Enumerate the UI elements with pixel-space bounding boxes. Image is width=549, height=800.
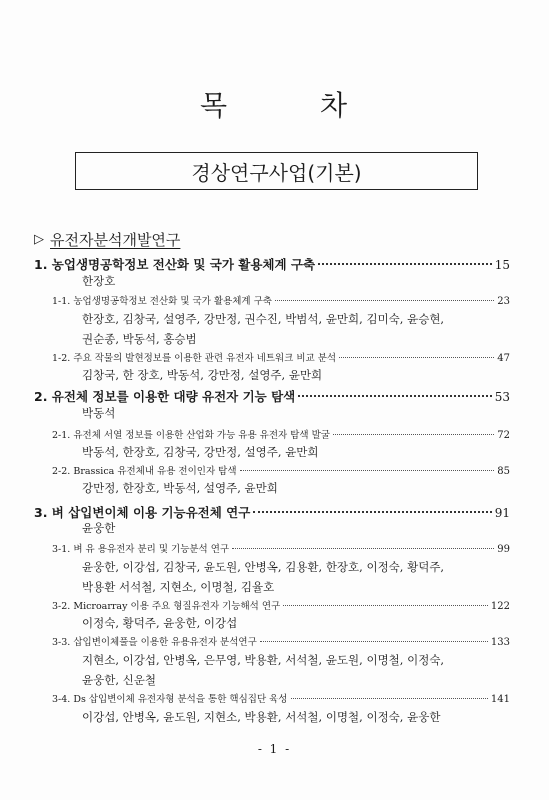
author-line: 한장호, 김창국, 설영주, 강만정, 권수진, 박범석, 윤만희, 김미숙, 윤승현, (82, 312, 445, 326)
entry-authors (82, 478, 502, 498)
toc-entry-sub[interactable] (52, 463, 510, 477)
entry-page: 133 (490, 637, 510, 648)
entry-authors (82, 707, 502, 727)
entry-page: 141 (490, 694, 510, 705)
author-line: 이정숙, 황덕주, 윤웅한, 이강섭 (82, 616, 238, 630)
section-label: 유전자분석개발연구 (50, 231, 181, 249)
entry-page: 122 (490, 601, 510, 612)
author-line: 박용환 서석철, 지현소, 이명철, 김율호 (82, 580, 275, 594)
page-number: - 1 - (257, 742, 292, 756)
author-line: 한장호 (82, 274, 116, 288)
toc-entry-sub[interactable] (52, 541, 510, 555)
leader-dots (240, 470, 495, 471)
entry-authors (82, 650, 502, 690)
entry-title: 3. 벼 삽입변이체 이용 기능유전체 연구 (34, 505, 251, 520)
toc-entry-sub[interactable] (52, 598, 510, 612)
page-title: 목 차 (200, 89, 389, 122)
leader-dots (260, 641, 488, 642)
author-line: 박동석 (82, 406, 116, 420)
entry-title: 2-1. 유전체 서열 정보를 이용한 산업화 가능 유용 유전자 탐색 발굴 (52, 430, 330, 441)
leader-dots (291, 698, 488, 699)
author-line: 강만정, 한장호, 박동석, 설영주, 윤만희 (82, 481, 278, 495)
entry-title: 3-4. Ds 삽입변이체 유전자형 분석을 통한 핵심집단 육성 (52, 694, 288, 705)
entry-authors (82, 442, 502, 462)
entry-title: 2-2. Brassica 유전체내 유용 전이인자 탐색 (52, 466, 237, 477)
leader-dots (298, 395, 491, 397)
leader-dots (339, 357, 494, 358)
entry-page: 85 (497, 466, 510, 477)
entry-page: 47 (497, 353, 510, 364)
author-line: 박동석, 한장호, 김창국, 강만정, 설영주, 윤만희 (82, 445, 319, 459)
entry-title: 1. 농업생명공학정보 전산화 및 국가 활용체계 구축 (34, 257, 316, 272)
entry-title: 2. 유전체 정보를 이용한 대량 유전자 기능 탐색 (34, 389, 296, 404)
author-line: 권순종, 박동석, 홍승범 (82, 332, 197, 346)
program-title-box (75, 152, 478, 190)
author-line: 지현소, 이강섭, 안병옥, 은무영, 박용환, 서석철, 윤도원, 이명철, 이정숙, (82, 653, 445, 667)
entry-title: 1-2. 주요 작물의 발현정보를 이용한 관련 유전자 네트워크 비교 분석 (52, 353, 337, 364)
author-line: 윤웅한, 이강섭, 김창국, 윤도원, 안병옥, 김용환, 한장호, 이정숙, 황덕주, (82, 560, 445, 574)
entry-page: 91 (494, 506, 510, 520)
leader-dots (333, 434, 494, 435)
leader-dots (283, 605, 488, 606)
section-heading (34, 229, 180, 250)
entry-authors (82, 518, 502, 538)
leader-dots (275, 300, 494, 301)
toc-entry-sub[interactable] (52, 350, 510, 364)
entry-authors (82, 271, 502, 291)
entry-authors (82, 309, 502, 349)
leader-dots (232, 548, 494, 549)
entry-title: 1-1. 농업생명공학정보 전산화 및 국가 활용체계 구축 (52, 296, 272, 307)
entry-authors (82, 365, 502, 385)
entry-title: 3-3. 삽입변이체풀을 이용한 유용유전자 분석연구 (52, 637, 257, 648)
toc-entry-sub[interactable] (52, 293, 510, 307)
entry-page: 15 (494, 258, 510, 272)
leader-dots (318, 263, 492, 265)
author-line: 김창국, 한 장호, 박동석, 강만정, 설영주, 윤만희 (82, 368, 323, 382)
entry-title: 3-2. Microarray 이용 주요 형질유전자 기능해석 연구 (52, 601, 281, 612)
leader-dots (253, 511, 491, 513)
entry-title: 3-1. 벼 유 용유전자 분리 및 기능분석 연구 (52, 544, 230, 555)
toc-entry-sub[interactable] (52, 427, 510, 441)
toc-entry-sub[interactable] (52, 691, 510, 705)
entry-page: 99 (497, 544, 510, 555)
entry-page: 72 (497, 430, 510, 441)
entry-authors (82, 403, 502, 423)
triangle-marker-icon: ▷ (34, 232, 44, 247)
author-line: 이강섭, 안병옥, 윤도원, 지현소, 박용환, 서석철, 이명철, 이정숙, 윤웅한 (82, 710, 441, 724)
entry-page: 53 (494, 390, 510, 404)
entry-authors (82, 613, 502, 633)
entry-authors (82, 557, 502, 597)
author-line: 윤웅한 (82, 521, 116, 535)
program-title: 경상연구사업(기본) (191, 160, 362, 185)
toc-entry-sub[interactable] (52, 634, 510, 648)
author-line: 윤웅한, 신운철 (82, 673, 156, 687)
entry-page: 23 (497, 296, 510, 307)
